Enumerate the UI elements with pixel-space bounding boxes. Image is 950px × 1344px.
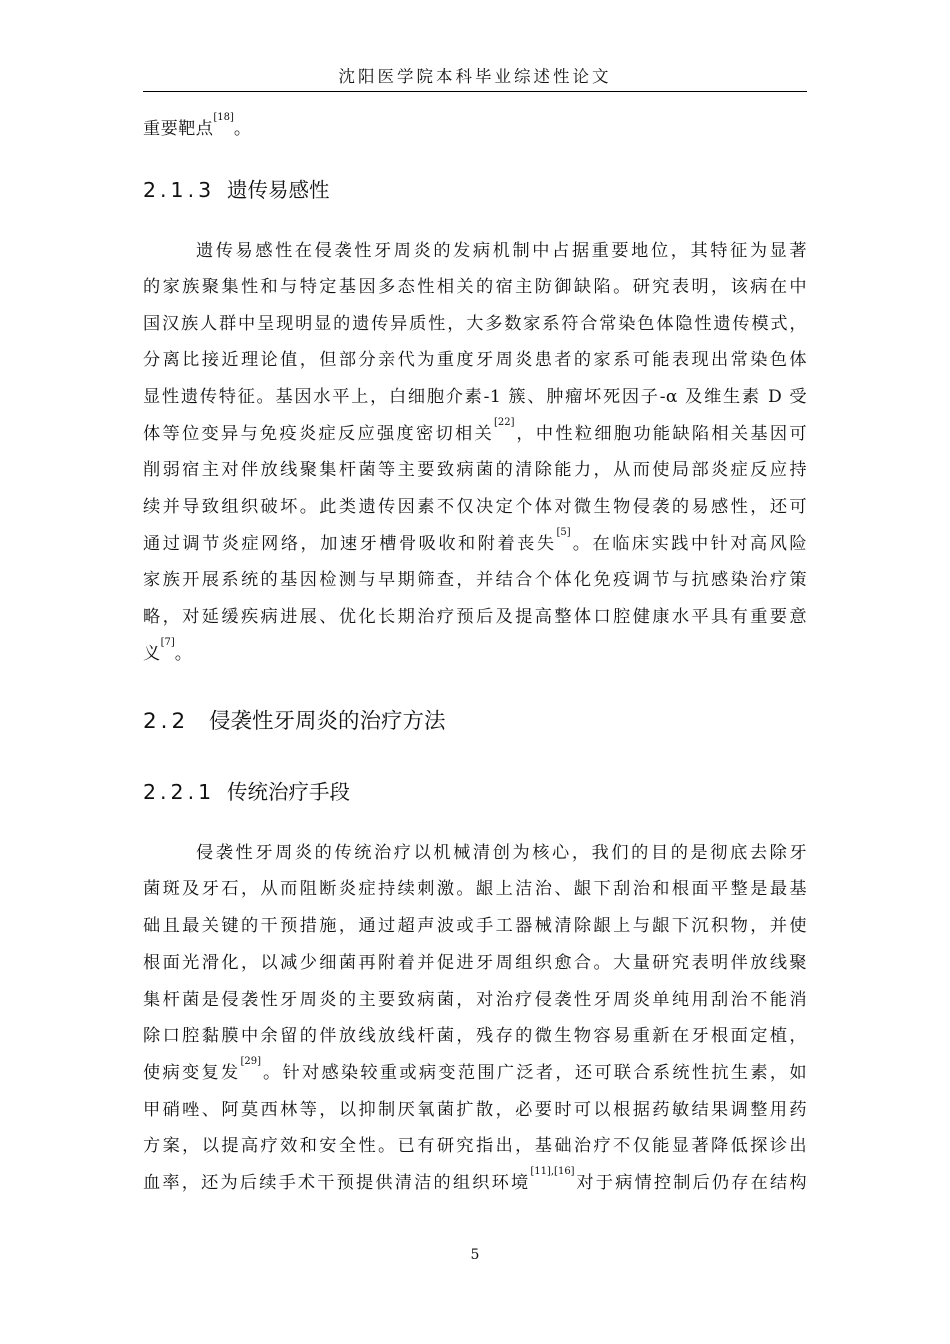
section-heading-2-2-1 — [143, 775, 350, 805]
paragraph-line: 家族开展系统的基因检测与早期筛查，并结合个体化免疫调节与抗感染治疗策 — [143, 570, 807, 590]
paragraph-line: 国汉族人群中呈现明显的遗传异质性，大多数家系符合常染色体隐性遗传模式， — [143, 314, 807, 334]
header-divider — [143, 91, 807, 92]
paragraph-line: 使病变复发[29]。针对感染较重或病变范围广泛者，还可联合系统性抗生素，如 — [143, 1056, 807, 1083]
section-title: 遗传易感性 — [227, 178, 330, 202]
paragraph-line: 显性遗传特征。基因水平上，白细胞介素-1 簇、肿瘤坏死因子-α 及维生素 D 受 — [143, 387, 807, 407]
intro-line: 重要靶点[18]。 — [143, 112, 252, 139]
citation: [29] — [240, 1056, 262, 1067]
section-heading-2-2 — [143, 704, 446, 735]
paragraph-line: 义[7]。 — [143, 637, 193, 664]
citation: [18] — [213, 112, 234, 123]
running-header-title: 沈阳医学院本科毕业综述性论文 — [338, 67, 612, 86]
citation: [11],[16] — [530, 1166, 575, 1177]
paragraph-line: 血率，还为后续手术干预提供清洁的组织环境[11],[16]对于病情控制后仍存在结构 — [143, 1166, 807, 1193]
section-number: 2.2.1 — [143, 780, 216, 804]
citation: [22] — [493, 417, 515, 428]
section-title: 传统治疗手段 — [227, 780, 350, 804]
paragraph-line: 的家族聚集性和与特定基因多态性相关的宿主防御缺陷。研究表明，该病在中 — [143, 277, 807, 297]
paragraph-line: 菌斑及牙石，从而阻断炎症持续刺激。龈上洁治、龈下刮治和根面平整是最基 — [143, 879, 807, 899]
paragraph-line: 侵袭性牙周炎的传统治疗以机械清创为核心，我们的目的是彻底去除牙 — [196, 843, 807, 863]
paragraph-line: 方案，以提高疗效和安全性。已有研究指出，基础治疗不仅能显著降低探诊出 — [143, 1136, 807, 1156]
paragraph-line: 通过调节炎症网络，加速牙槽骨吸收和附着丧失[5]。在临床实践中针对高风险 — [143, 527, 807, 554]
paragraph-line: 削弱宿主对伴放线聚集杆菌等主要致病菌的清除能力，从而使局部炎症反应持 — [143, 460, 807, 480]
section-number: 2.1.3 — [143, 178, 216, 202]
citation: [7] — [160, 637, 175, 648]
section-heading-2-1-3 — [143, 173, 330, 203]
paragraph-line: 根面光滑化，以减少细菌再附着并促进牙周组织愈合。大量研究表明伴放线聚 — [143, 953, 807, 973]
paragraph-line: 续并导致组织破坏。此类遗传因素不仅决定个体对微生物侵袭的易感性，还可 — [143, 497, 807, 517]
citation: [5] — [556, 527, 571, 538]
paragraph-line: 除口腔黏膜中余留的伴放线放线杆菌，残存的微生物容易重新在牙根面定植， — [143, 1026, 807, 1046]
paragraph-line: 遗传易感性在侵袭性牙周炎的发病机制中占据重要地位，其特征为显著 — [196, 241, 807, 261]
section-number: 2.2 — [143, 709, 190, 734]
paragraph-line: 体等位变异与免疫炎症反应强度密切相关[22]，中性粒细胞功能缺陷相关基因可 — [143, 417, 807, 444]
paragraph-line: 集杆菌是侵袭性牙周炎的主要致病菌，对治疗侵袭性牙周炎单纯用刮治不能消 — [143, 990, 807, 1010]
paragraph-line: 甲硝唑、阿莫西林等，以抑制厌氧菌扩散，必要时可以根据药敏结果调整用药 — [143, 1100, 807, 1120]
section-title: 侵袭性牙周炎的治疗方法 — [209, 709, 446, 734]
page-number: 5 — [470, 1247, 480, 1263]
paragraph-line: 略，对延缓疾病进展、优化长期治疗预后及提高整体口腔健康水平具有重要意 — [143, 607, 807, 627]
paragraph-line: 础且最关键的干预措施，通过超声波或手工器械清除龈上与龈下沉积物，并使 — [143, 916, 807, 936]
paragraph-line: 分离比接近理论值，但部分亲代为重度牙周炎患者的家系可能表现出常染色体 — [143, 350, 807, 370]
